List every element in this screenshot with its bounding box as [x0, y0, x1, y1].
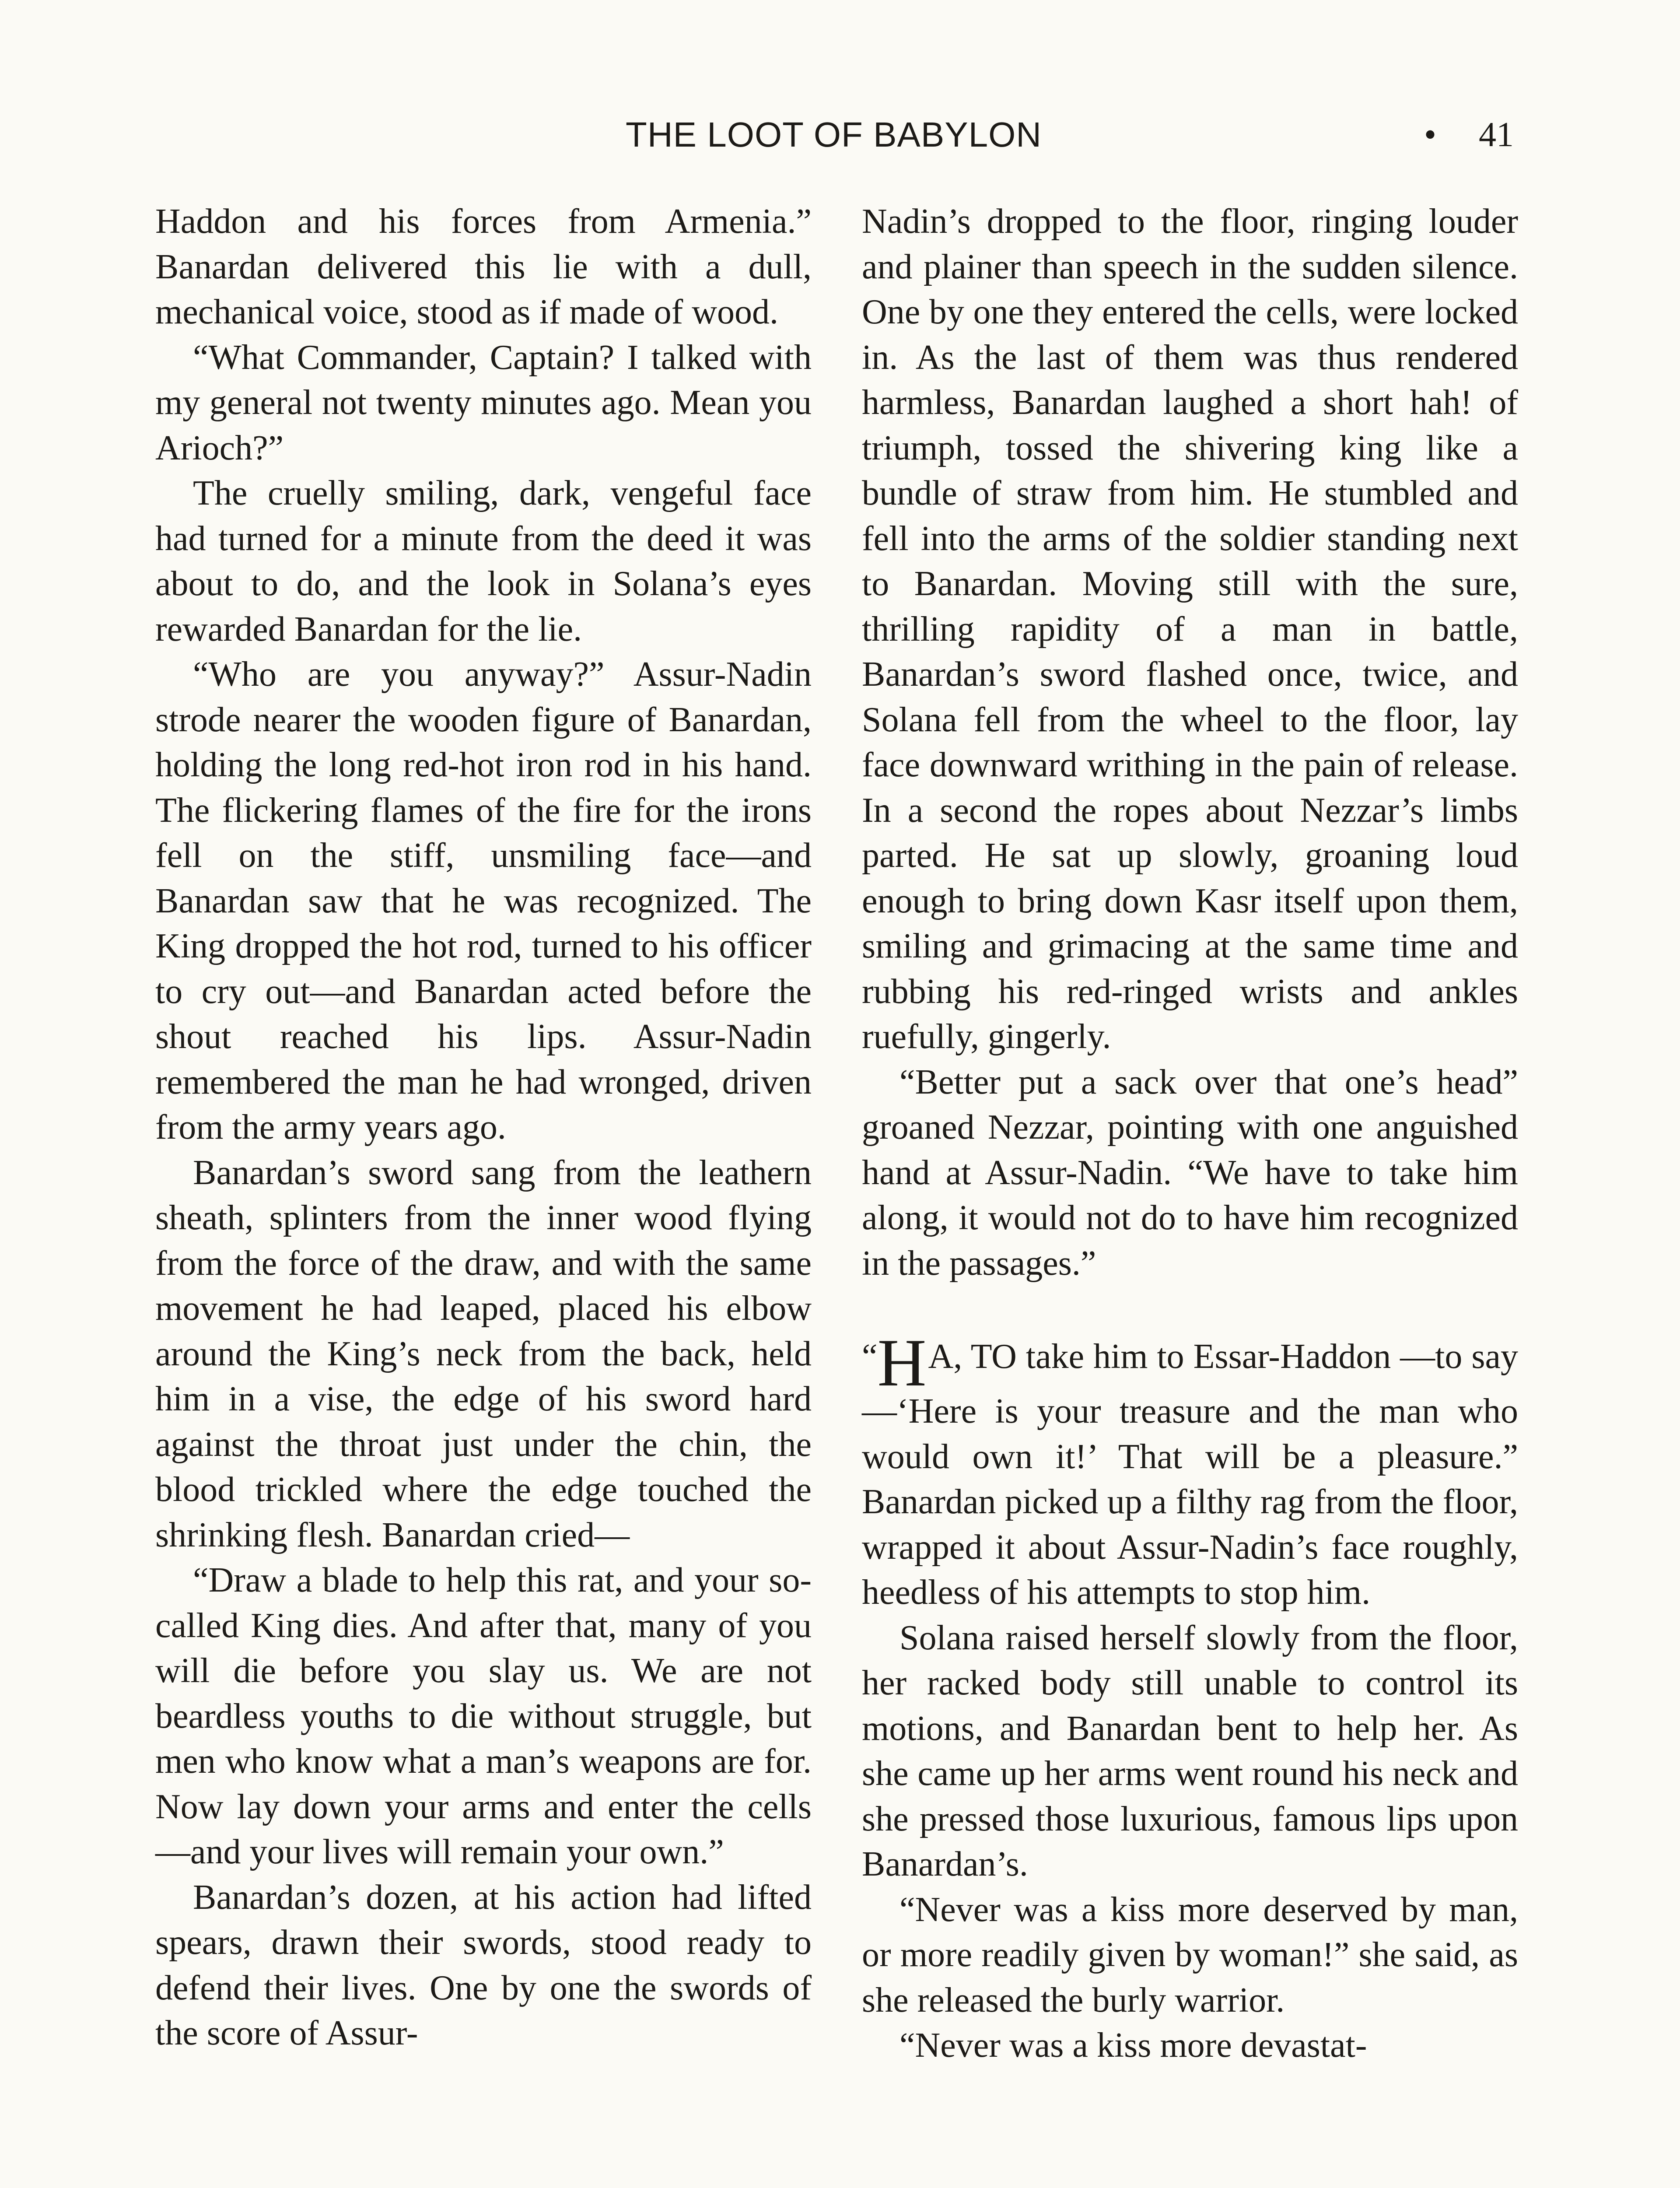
- paragraph: “Draw a blade to help this rat, and your so-called King dies. And after that, many of you will die before you slay us. We are not beardless youths to die without struggle, but men who know what a man’s weapons are for. Now lay down your arms and enter the cells —and your lives will remain your own.”: [155, 1561, 812, 1871]
- paragraph: “Who are you anyway?” Assur-Nadin strode nearer the wooden figure of Banardan, holding the long red-hot iron rod in his hand. The flickering flames of the fire for the irons fell on the stiff, unsmiling face—and Banardan saw that he was recognized. The King dropped the hot rod, turned to his officer to cry out—and Banardan acted before the shout reached his lips. Assur-Nadin remembered the man he had wronged, driven from the army years ago.: [155, 655, 812, 1147]
- paragraph: Haddon and his forces from Armenia.” Banardan delivered this lie with a dull, mechanical voice, stood as if made of wood.: [155, 202, 812, 331]
- section-opening-paragraph: [862, 1325, 1518, 1616]
- header-bullet: •: [1424, 116, 1437, 154]
- left-column: [155, 199, 812, 2056]
- paragraph: Nadin’s dropped to the floor, ringing louder and plainer than speech in the sudden silence. One by one they entered the cells, were locked in. As the last of them was thus rendered harmless, Banardan laughed a short hah! of triumph, tossed the shivering king like a bundle of straw from him. He stumbled and fell into the arms of the soldier standing next to Banardan. Moving still with the sure, thrilling rapidity of a man in battle, Banardan’s sword flashed once, twice, and Solana fell from the wheel to the floor, lay face downward writhing in the pain of release. In a second the ropes about Nezzar’s limbs parted. He sat up slowly, groaning loud enough to bring down Kasr itself upon them, smiling and grimacing at the same time and rubbing his red-ringed wrists and ankles ruefully, gingerly.: [862, 202, 1518, 1056]
- page-number: 41: [1479, 116, 1514, 154]
- paragraph: Banardan’s sword sang from the leathern sheath, splinters from the inner wood flying from the force of the draw, and with the same movement he had leaped, placed his elbow around the King’s neck from the back, held him in a vise, the edge of his sword hard against the throat just under the chin, the blood trickled where the edge touched the shrinking flesh. Banardan cried—: [155, 1153, 812, 1554]
- paragraph: “Better put a sack over that one’s head” groaned Nezzar, pointing with one anguished hand at Assur-Nadin. “We have to take him along, it would not do to have him recognized in the passages.”: [862, 1062, 1518, 1283]
- open-quote: “: [862, 1337, 878, 1376]
- paragraph: Banardan’s dozen, at his action had lifted spears, drawn their swords, stood ready to defend their lives. One by one the swords of the score of Assur-: [155, 1878, 812, 2052]
- right-column: [862, 199, 1518, 2069]
- paragraph: “Never was a kiss more devastat-: [900, 2026, 1367, 2065]
- page-header: [0, 113, 1680, 157]
- section-text: A, TO take him to Essar-Haddon —to say—‘Here is your treasure and the man who would own it!’ That will be a pleasure.” Banardan picked up a filthy rag from the floor, wrapped it about Assur-Nadin’s face roughly, heedless of his attempts to stop him.: [862, 1337, 1518, 1612]
- running-head: THE LOOT OF BABYLON: [626, 115, 1042, 154]
- paragraph: “Never was a kiss more deserved by man, or more readily given by woman!” she said, as she released the burly warrior.: [862, 1890, 1518, 2020]
- drop-cap: H: [877, 1325, 927, 1400]
- paragraph: “What Commander, Captain? I talked with my general not twenty minutes ago. Mean you Arioch?”: [155, 338, 812, 467]
- paragraph: Solana raised herself slowly from the floor, her racked body still unable to control its motions, and Banardan bent to help her. As she came up her arms went round his neck and she pressed those luxurious, famous lips upon Banardan’s.: [862, 1618, 1518, 1883]
- paragraph: The cruelly smiling, dark, vengeful face had turned for a minute from the deed it was about to do, and the look in Solana’s eyes rewarded Banardan for the lie.: [155, 474, 812, 649]
